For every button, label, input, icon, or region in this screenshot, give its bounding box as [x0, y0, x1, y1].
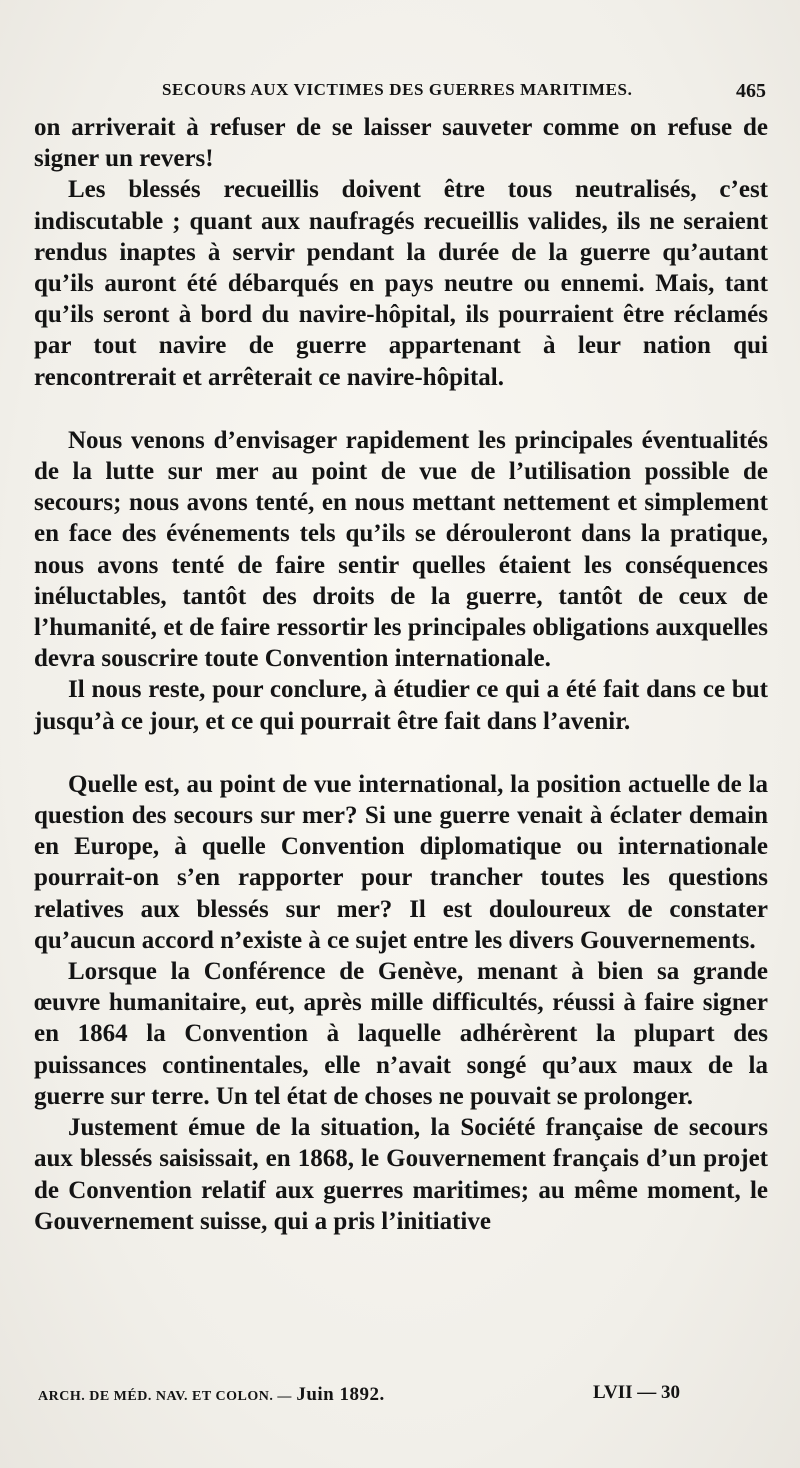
paragraph: Il nous reste, pour conclure, à étudier ce qui a été fait dans ce but jusqu’à ce jour, et ce qui pourrait être fait dans l’avenir.	[34, 676, 768, 735]
section-gap	[34, 737, 768, 769]
page-number: 465	[736, 80, 766, 102]
page-footer	[38, 1382, 680, 1412]
body-text	[34, 112, 768, 1237]
paragraph: Nous venons d’envisager rapidement les principales éventualités de la lutte sur mer au point de vue de l’utilisation possible de secours; nous avons tenté, en nous mettant nettement et simplement en face des événements tels qu’ils se dérouleront dans la pratique, nous avons tenté de faire sentir quelles étaient les conséquences inéluctables, tantôt des droits de la guerre, tantôt de ceux de l’humanité, et de faire ressortir les principales obligations auxquelles devra souscrire toute Convention internationale.	[34, 426, 768, 673]
paragraph-continuation: on arriverait à refuser de se laisser sauveter comme on refuse de signer un revers!	[34, 114, 768, 173]
footer-date: Juin 1892.	[296, 1384, 385, 1405]
running-head	[34, 80, 772, 110]
footer-volume: LVII — 30	[593, 1382, 680, 1403]
paragraph: Justement émue de la situation, la Société française de secours aux blessés saisissait, en 1868, le Gouvernement français d’un projet de Convention relatif aux guerres maritimes; au même moment, le Gouvernement suisse, qui a pris l’initiative	[34, 1114, 768, 1235]
section-gap	[34, 393, 768, 425]
running-head-title: SECOURS AUX VICTIMES DES GUERRES MARITIMES.	[162, 80, 633, 99]
footer-journal: ARCH. DE MÉD. NAV. ET COLON. —	[38, 1389, 292, 1404]
paragraph: Lorsque la Conférence de Genève, menant à bien sa grande œuvre humanitaire, eut, après mille difficultés, réussi à faire signer en 1864 la Convention à laquelle adhérèrent la plupart des puissances continentales, elle n’avait songé qu’aux maux de la guerre sur terre. Un tel état de choses ne pouvait se prolonger.	[34, 958, 768, 1110]
paragraph: Quelle est, au point de vue international, la position actuelle de la question des secours sur mer? Si une guerre venait à éclater demain en Europe, à quelle Convention diplomatique ou internationale pourrait-on s’en rapporter pour trancher toutes les questions relatives aux blessés sur mer? Il est douloureux de constater qu’aucun accord n’existe à ce sujet entre les divers Gouvernements.	[34, 770, 768, 954]
paragraph: Les blessés recueillis doivent être tous neutralisés, c’est indiscutable ; quant aux naufragés recueillis valides, ils ne seraient rendus inaptes à servir pendant la durée de la guerre qu’autant qu’ils auront été débarqués en pays neutre ou ennemi. Mais, tant qu’ils seront à bord du navire-hôpital, ils pourraient être réclamés par tout navire de guerre appartenant à leur nation qui rencontrerait et arrêterait ce navire-hôpital.	[34, 176, 768, 391]
footer-journal-line	[38, 1384, 385, 1406]
